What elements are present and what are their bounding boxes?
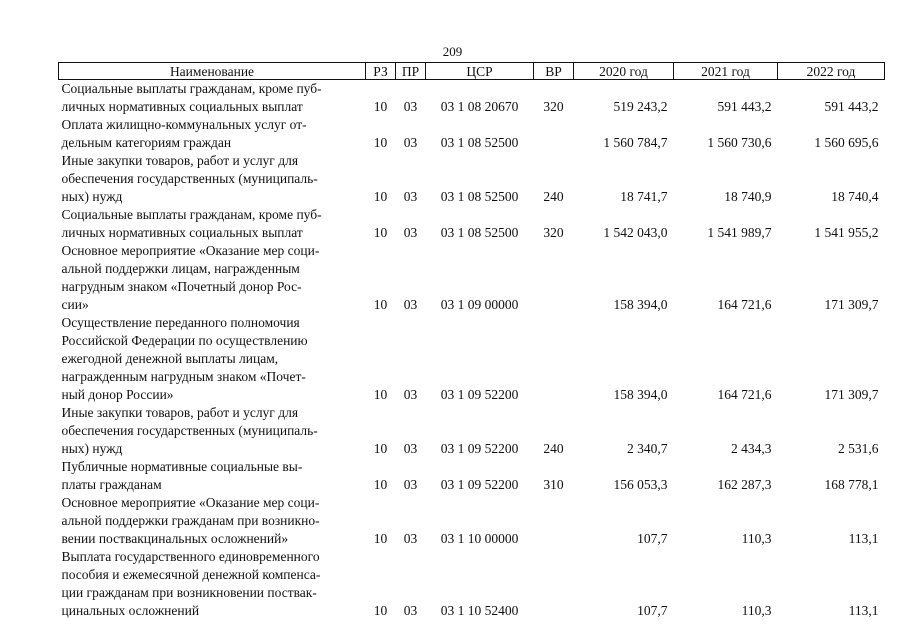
- table-row: [59, 206, 885, 242]
- cell-2021: 1 541 989,7: [707, 225, 772, 240]
- cell-vr: [534, 548, 574, 620]
- cell-2021: 591 443,2: [717, 99, 772, 114]
- name-line: Социальные выплаты гражданам, кроме пуб-: [61, 81, 322, 96]
- cell-2020: 2 340,7: [627, 441, 668, 456]
- cell-name: [59, 494, 366, 548]
- cell-rz: 10: [373, 297, 388, 312]
- table-row: [59, 242, 885, 314]
- table-row: [59, 116, 885, 152]
- table-row: [59, 314, 885, 404]
- cell-2021: 110,3: [741, 603, 772, 618]
- cell-csr: 03 1 09 00000: [440, 297, 519, 312]
- cell-pr: 03: [403, 531, 418, 546]
- name-line: ежегодной денежной выплаты лицам,: [61, 351, 279, 366]
- cell-csr: 03 1 08 52500: [440, 225, 519, 240]
- cell-rz: 10: [373, 531, 388, 546]
- cell-vr: 320: [543, 225, 564, 240]
- table-row: [59, 152, 885, 206]
- cell-2021: 162 287,3: [717, 477, 772, 492]
- cell-2020: 1 542 043,0: [603, 225, 668, 240]
- table-body: [59, 80, 885, 621]
- name-line: дельным категориям граждан: [61, 135, 232, 150]
- cell-csr: 03 1 09 52200: [440, 441, 519, 456]
- cell-name: [59, 116, 366, 152]
- cell-vr: [534, 314, 574, 404]
- cell-rz: 10: [373, 225, 388, 240]
- cell-2022: 168 778,1: [824, 477, 879, 492]
- cell-vr: 320: [543, 99, 564, 114]
- cell-csr: 03 1 10 52400: [440, 603, 519, 618]
- name-line: сии»: [61, 297, 89, 312]
- cell-2020: 18 741,7: [620, 189, 668, 204]
- cell-2022: 171 309,7: [824, 297, 879, 312]
- cell-vr: 240: [543, 189, 564, 204]
- name-line: альной поддержки лицам, награжденным: [61, 261, 300, 276]
- cell-2022: 113,1: [848, 531, 879, 546]
- cell-2022: 1 560 695,6: [814, 135, 879, 150]
- cell-2020: 1 560 784,7: [603, 135, 668, 150]
- name-line: альной поддержки гражданам при возникно-: [61, 513, 320, 528]
- cell-2020: 158 394,0: [613, 297, 668, 312]
- cell-csr: 03 1 09 52200: [440, 387, 519, 402]
- name-line: ный донор России»: [61, 387, 174, 402]
- cell-2020: 156 053,3: [613, 477, 668, 492]
- cell-name: [59, 80, 366, 117]
- cell-pr: 03: [403, 441, 418, 456]
- name-line: личных нормативных социальных выплат: [61, 99, 303, 114]
- cell-csr: 03 1 08 52500: [440, 135, 519, 150]
- name-line: ных) нужд: [61, 189, 123, 204]
- cell-pr: 03: [403, 603, 418, 618]
- cell-pr: 03: [403, 225, 418, 240]
- name-line: Основное мероприятие «Оказание мер соци-: [61, 495, 320, 510]
- cell-name: [59, 458, 366, 494]
- cell-2022: 113,1: [848, 603, 879, 618]
- cell-rz: 10: [373, 477, 388, 492]
- cell-2020: 158 394,0: [613, 387, 668, 402]
- cell-name: [59, 404, 366, 458]
- table-header-row: [59, 63, 885, 80]
- cell-pr: 03: [403, 387, 418, 402]
- table-row: [59, 404, 885, 458]
- cell-vr: [534, 494, 574, 548]
- cell-2021: 2 434,3: [731, 441, 772, 456]
- name-line: Оплата жилищно-коммунальных услуг от-: [61, 117, 307, 132]
- cell-rz: 10: [373, 603, 388, 618]
- col-header-rz: РЗ: [366, 63, 396, 80]
- name-line: Российской Федерации по осуществлению: [61, 333, 308, 348]
- table-row: [59, 80, 885, 117]
- col-header-2022: 2022 год: [778, 63, 885, 80]
- cell-rz: 10: [373, 135, 388, 150]
- name-line: платы гражданам: [61, 477, 162, 492]
- name-line: награжденным нагрудным знаком «Почет-: [61, 369, 306, 384]
- cell-vr: [534, 116, 574, 152]
- cell-rz: 10: [373, 189, 388, 204]
- name-line: пособия и ежемесячной денежной компенса-: [61, 567, 321, 582]
- col-header-2021: 2021 год: [674, 63, 778, 80]
- cell-2021: 110,3: [741, 531, 772, 546]
- cell-rz: 10: [373, 99, 388, 114]
- budget-table: [58, 62, 885, 620]
- name-line: Социальные выплаты гражданам, кроме пуб-: [61, 207, 322, 222]
- name-line: Публичные нормативные социальные вы-: [61, 459, 303, 474]
- cell-2020: 107,7: [637, 603, 668, 618]
- col-header-vr: ВР: [534, 63, 574, 80]
- cell-2022: 18 740,4: [831, 189, 879, 204]
- page-number: 209: [442, 44, 463, 59]
- cell-pr: 03: [403, 297, 418, 312]
- name-line: обеспечения государственных (муниципаль-: [61, 171, 318, 186]
- cell-rz: 10: [373, 441, 388, 456]
- cell-2022: 171 309,7: [824, 387, 879, 402]
- name-line: Выплата государственного единовременного: [61, 549, 320, 564]
- cell-csr: 03 1 10 00000: [440, 531, 519, 546]
- cell-name: [59, 242, 366, 314]
- cell-pr: 03: [403, 189, 418, 204]
- table-row: [59, 548, 885, 620]
- name-line: нагрудным знаком «Почетный донор Рос-: [61, 279, 302, 294]
- cell-rz: 10: [373, 387, 388, 402]
- cell-vr: [534, 242, 574, 314]
- name-line: Осуществление переданного полномочия: [61, 315, 300, 330]
- name-line: Основное мероприятие «Оказание мер соци-: [61, 243, 320, 258]
- col-header-pr: ПР: [396, 63, 426, 80]
- cell-2021: 1 560 730,6: [707, 135, 772, 150]
- cell-vr: 310: [543, 477, 564, 492]
- cell-pr: 03: [403, 477, 418, 492]
- name-line: цинальных осложнений: [61, 603, 200, 618]
- col-header-name: Наименование: [59, 63, 366, 80]
- cell-2021: 164 721,6: [717, 297, 772, 312]
- cell-csr: 03 1 08 52500: [440, 189, 519, 204]
- cell-vr: 240: [543, 441, 564, 456]
- table-row: [59, 458, 885, 494]
- cell-csr: 03 1 09 52200: [440, 477, 519, 492]
- cell-name: [59, 548, 366, 620]
- cell-pr: 03: [403, 99, 418, 114]
- cell-2022: 591 443,2: [824, 99, 879, 114]
- cell-name: [59, 206, 366, 242]
- cell-pr: 03: [403, 135, 418, 150]
- name-line: Иные закупки товаров, работ и услуг для: [61, 405, 299, 420]
- cell-2020: 107,7: [637, 531, 668, 546]
- name-line: ных) нужд: [61, 441, 123, 456]
- cell-name: [59, 152, 366, 206]
- cell-csr: 03 1 08 20670: [440, 99, 519, 114]
- cell-2021: 164 721,6: [717, 387, 772, 402]
- name-line: обеспечения государственных (муниципаль-: [61, 423, 318, 438]
- col-header-2020: 2020 год: [574, 63, 674, 80]
- name-line: ции гражданам при возникновении поствак-: [61, 585, 317, 600]
- col-header-csr: ЦСР: [426, 63, 534, 80]
- cell-2021: 18 740,9: [724, 189, 772, 204]
- table-row: [59, 494, 885, 548]
- cell-name: [59, 314, 366, 404]
- name-line: вении поствакцинальных осложнений»: [61, 531, 289, 546]
- cell-2022: 1 541 955,2: [814, 225, 879, 240]
- name-line: личных нормативных социальных выплат: [61, 225, 303, 240]
- name-line: Иные закупки товаров, работ и услуг для: [61, 153, 299, 168]
- cell-2020: 519 243,2: [613, 99, 668, 114]
- cell-2022: 2 531,6: [838, 441, 879, 456]
